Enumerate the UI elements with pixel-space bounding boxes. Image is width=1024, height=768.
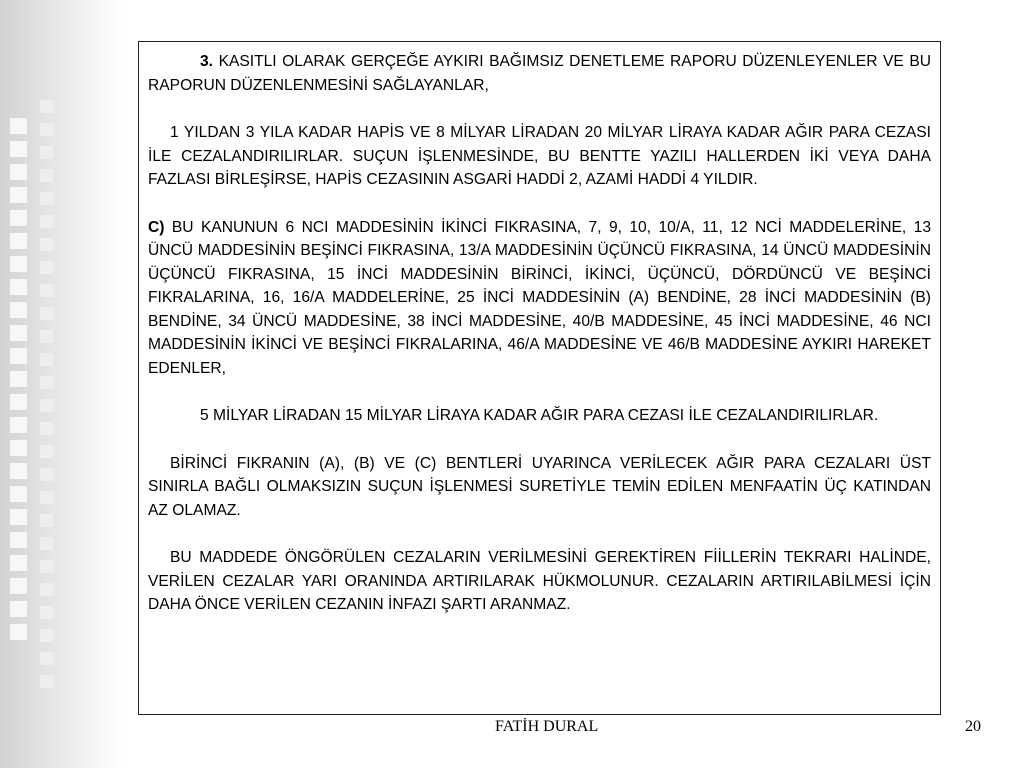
slide-content-box bbox=[138, 41, 941, 715]
paragraph-3-text: BU KANUNUN 6 NCI MADDESİNİN İKİNCİ FIKRASINA, 7, 9, 10, 10/A, 11, 12 NCİ MADDELERİNE, 13 ÜNCÜ MADDESİNİN BEŞİNCİ FIKRASINA, 13/A MADDESİNİN ÜÇÜNCÜ FIKRASINA, 14 ÜNCÜ MADDESİNİN ÜÇÜNCÜ FIKRASINA, 15 İNCİ MADDESİNİN BİRİNCİ, İKİNCİ, ÜÇÜNCÜ, DÖRDÜNCÜ VE BEŞİNCİ FIKRALARINA, 16, 16/A MADDELERİNE, 25 İNCİ MADDESİNİN (A) BENDİNE, 28 İNCİ MADDESİNİN (B) BENDİNE, 34 ÜNCÜ MADDESİNE, 38 İNCİ MADDESİNE, 40/B MADDESİNE, 45 İNCİ MADDESİNE, 46 NCI MADDESİNİN İKİNCİ VE BEŞİNCİ FIKRALARINA, 46/A MADDESİNE VE 46/B MADDESİNE AYKIRI HAREKET EDENLER, bbox=[148, 218, 931, 377]
paragraph-6 bbox=[148, 546, 931, 617]
paragraph-5 bbox=[148, 452, 931, 523]
paragraph-4 bbox=[148, 404, 931, 428]
paragraph-1-text: KASITLI OLARAK GERÇEĞE AYKIRI BAĞIMSIZ DENETLEME RAPORU DÜZENLEYENLER VE BU RAPORUN DÜZENLENMESİNİ SAĞLAYANLAR, bbox=[148, 53, 931, 94]
paragraph-1-number: 3. bbox=[200, 53, 214, 70]
paragraph-2 bbox=[148, 121, 931, 192]
footer-author: FATİH DURAL bbox=[495, 718, 599, 735]
paragraph-3-label: C) bbox=[148, 218, 165, 236]
decorative-left-band bbox=[0, 0, 122, 768]
decorative-square-column-inner bbox=[40, 100, 54, 698]
paragraph-5-text: BİRİNCİ FIKRANIN (A), (B) VE (C) BENTLERİ UYARINCA VERİLECEK AĞIR PARA CEZALARI ÜST SINIRLA BAĞLI OLMAKSIZIN SUÇUN İŞLENMESİ SURETİYLE TEMİN EDİLEN MENFAATİN ÜÇ KATINDAN AZ OLAMAZ. bbox=[148, 454, 931, 519]
paragraph-6-text: BU MADDEDE ÖNGÖRÜLEN CEZALARIN VERİLMESİNİ GEREKTİREN FİİLLERİN TEKRARI HALİNDE, VERİLEN CEZALAR YARI ORANINDA ARTIRILARAK HÜKMOLUNUR. CEZALARIN ARTIRILABİLMESİ İÇİN DAHA ÖNCE VERİLEN CEZANIN İNFAZI ŞARTI ARANMAZ. bbox=[148, 549, 931, 613]
page-number: 20 bbox=[965, 718, 981, 735]
paragraph-1 bbox=[148, 50, 931, 97]
paragraph-3 bbox=[148, 216, 931, 381]
paragraph-2-text: 1 YILDAN 3 YILA KADAR HAPİS VE 8 MİLYAR LİRADAN 20 MİLYAR LİRAYA KADAR AĞIR PARA CEZASI İLE CEZALANDIRILIRLAR. SUÇUN İŞLENMESİNDE, BU BENTTE YAZILI HALLERDEN İKİ VEYA DAHA FAZLASI BİRLEŞİRSE, HAPİS CEZASININ ASGARİ HADDİ 2, AZAMİ HADDİ 4 YILDIR. bbox=[148, 124, 931, 188]
paragraph-4-text: 5 MİLYAR LİRADAN 15 MİLYAR LİRAYA KADAR AĞIR PARA CEZASI İLE CEZALANDIRILIRLAR. bbox=[200, 407, 879, 424]
decorative-square-column bbox=[10, 118, 28, 647]
